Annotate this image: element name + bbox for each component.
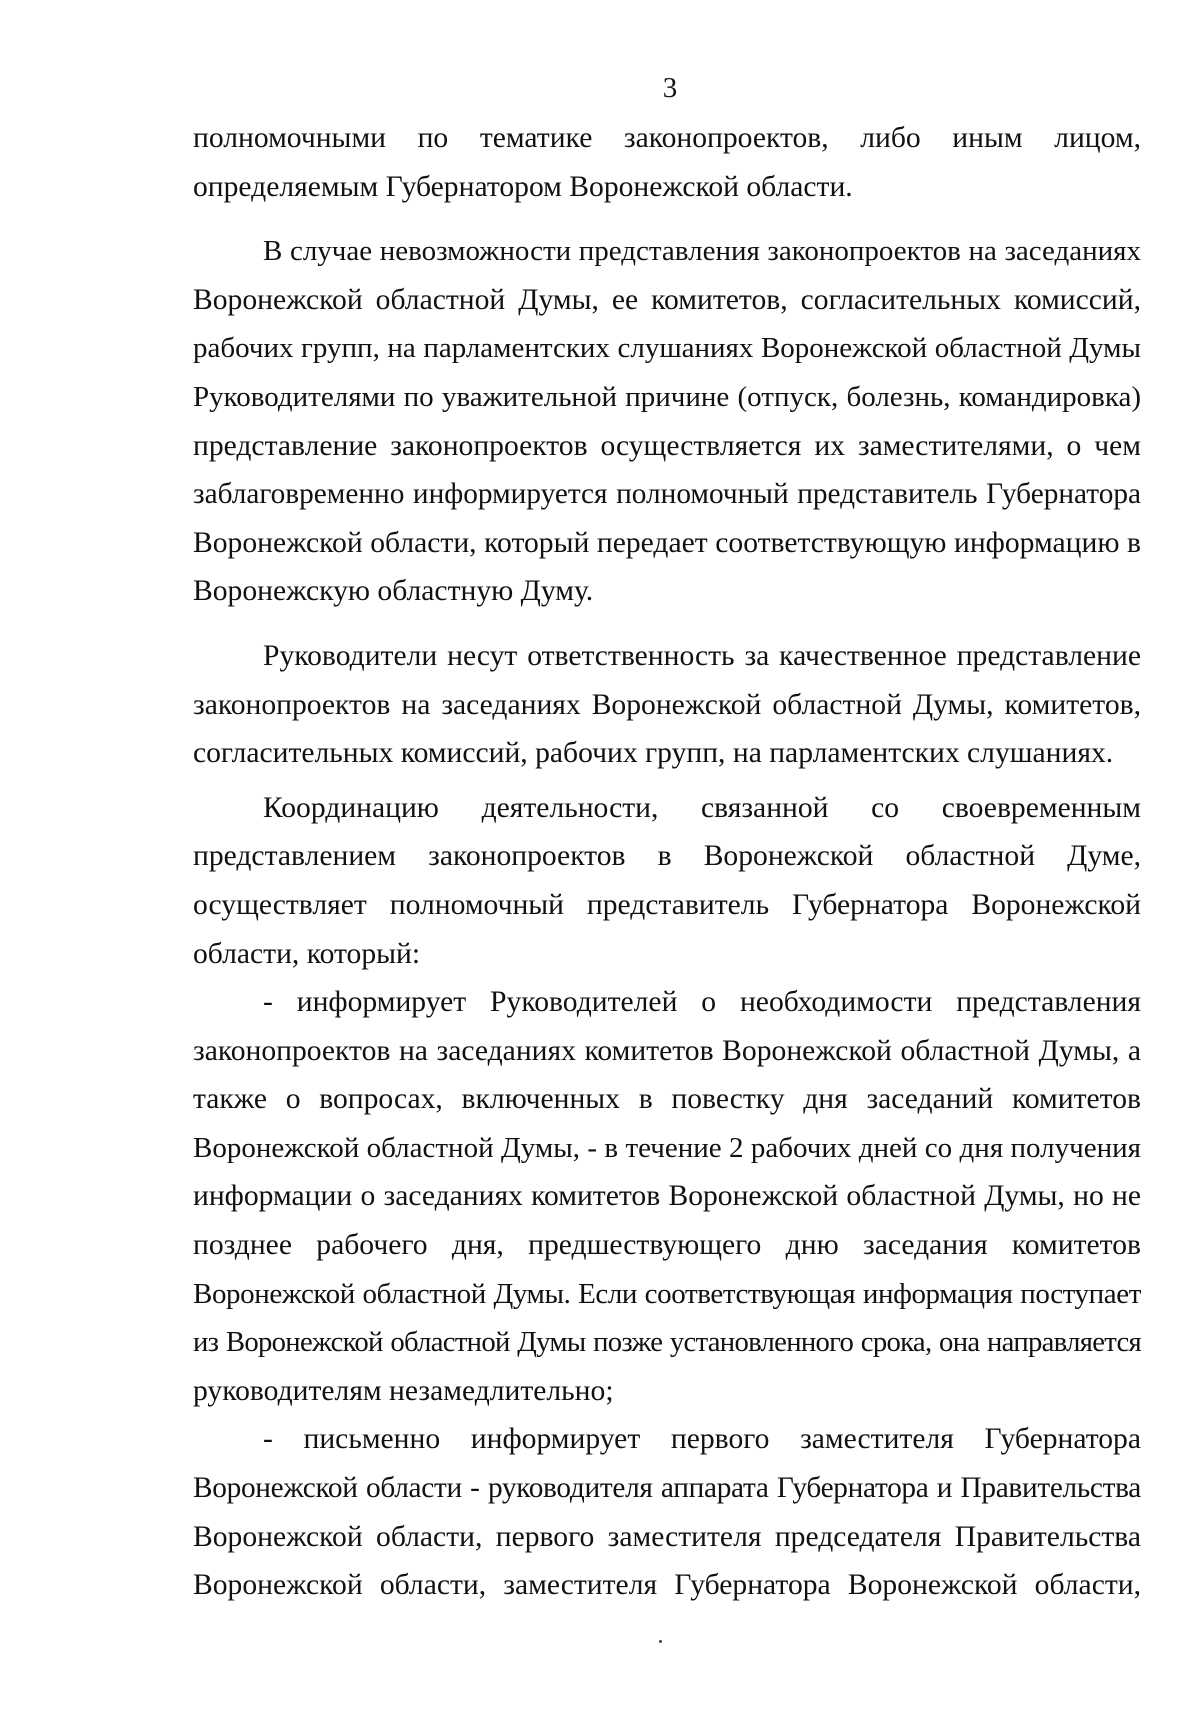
paragraph-first-line: В случае невозможности представления законопроектов на заседаниях bbox=[263, 235, 1141, 268]
text-line: руководителям незамедлительно; bbox=[193, 1374, 614, 1407]
paragraph-first-line: Руководители несут ответственность за качественное представление bbox=[263, 639, 1141, 672]
text-line: Воронежской областной Думы, ее комитетов, согласительных комиссий, bbox=[193, 283, 1141, 316]
text-line: информации о заседаниях комитетов Воронежской областной Думы, но не bbox=[193, 1180, 1141, 1213]
text-line: Воронежской области - руководителя аппарата Губернатора и Правительства bbox=[193, 1472, 1141, 1505]
text-line: представление законопроектов осуществляется их заместителями, о чем bbox=[193, 429, 1141, 462]
text-line: согласительных комиссий, рабочих групп, на парламентских слушаниях. bbox=[193, 737, 1114, 770]
page-number: 3 bbox=[662, 72, 678, 104]
text-line: определяемым Губернатором Воронежской области. bbox=[193, 170, 853, 203]
list-item-first-line: - письменно информирует первого заместителя Губернатора bbox=[263, 1423, 1141, 1456]
text-line: осуществляет полномочный представитель Губернатора Воронежской bbox=[193, 888, 1141, 921]
text-line: Руководителями по уважительной причине (отпуск, болезнь, командировка) bbox=[193, 380, 1141, 413]
document-body bbox=[193, 114, 1141, 1610]
text-line: области, который: bbox=[193, 937, 421, 970]
text-line: Воронежской областной Думы, - в течение 2 рабочих дней со дня получения bbox=[193, 1131, 1141, 1164]
text-line: позднее рабочего дня, предшествующего дню заседания комитетов bbox=[193, 1229, 1141, 1262]
text-line: представлением законопроектов в Воронежской областной Думе, bbox=[193, 840, 1141, 873]
text-line: заблаговременно информируется полномочный представитель Губернатора bbox=[193, 478, 1141, 511]
text-line: рабочих групп, на парламентских слушаниях Воронежской областной Думы bbox=[193, 332, 1141, 365]
text-line: из Воронежской областной Думы позже установленного срока, она направляется bbox=[193, 1326, 1141, 1359]
text-line: законопроектов на заседаниях комитетов Воронежской областной Думы, а bbox=[193, 1034, 1141, 1067]
text-line: Воронежскую областную Думу. bbox=[193, 575, 594, 608]
paragraph-first-line: Координацию деятельности, связанной со своевременным bbox=[263, 791, 1141, 824]
text-line: законопроектов на заседаниях Воронежской областной Думы, комитетов, bbox=[193, 688, 1141, 721]
scan-speck bbox=[659, 1640, 662, 1643]
text-line: Воронежской областной Думы. Если соответствующая информация поступает bbox=[193, 1277, 1141, 1310]
list-item-first-line: - информирует Руководителей о необходимости представления bbox=[263, 986, 1141, 1019]
text-line: Воронежской области, заместителя Губернатора Воронежской области, bbox=[193, 1569, 1141, 1602]
text-line: Воронежской области, первого заместителя председателя Правительства bbox=[193, 1520, 1141, 1553]
text-line: полномочными по тематике законопроектов, либо иным лицом, bbox=[193, 122, 1141, 154]
text-line: Воронежской области, который передает соответствующую информацию в bbox=[193, 526, 1141, 559]
text-line: также о вопросах, включенных в повестку дня заседаний комитетов bbox=[193, 1083, 1141, 1116]
